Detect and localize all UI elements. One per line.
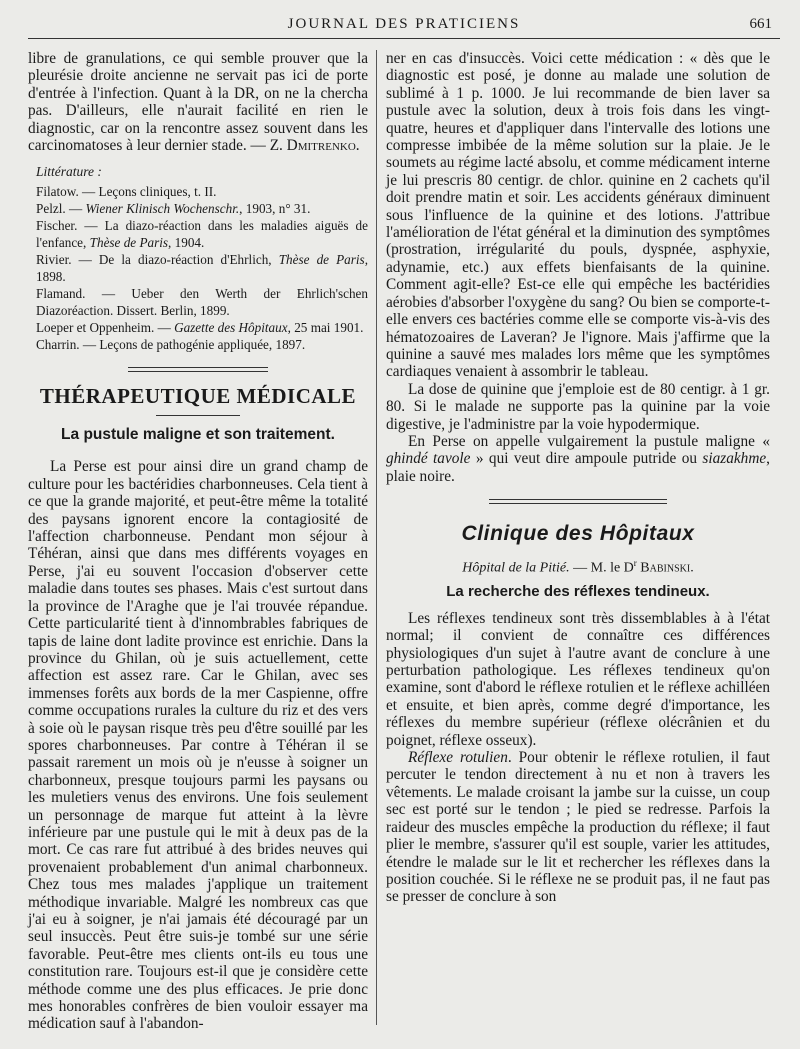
literature-item: Filatow. — Leçons cliniques, t. II. — [36, 184, 217, 200]
paragraph-dose: La dose de quinine que j'emploie est de 80 centigr. à 1 gr. 80. Si le malade ne supporte pas la quinine par la voie digestive, je l'administre par la voie hypodermique. — [386, 380, 770, 433]
intro-paragraph — [28, 50, 368, 154]
literature-item: Fischer. — La diazo-réaction dans les maladies aiguës de l'enfance, Thèse de Paris, 1904. — [36, 218, 368, 251]
literature-heading: Littérature : — [36, 164, 102, 180]
paragraph-perse: En Perse on appelle vulgairement la pustule maligne « ghindé tavole » qui veut dire ampoule putride ou siazakhme, plaie noire. — [386, 432, 770, 485]
literature-item: Charrin. — Leçons de pathogénie appliquée, 1897. — [36, 337, 306, 353]
page-header — [28, 16, 780, 39]
journal-title: JOURNAL DES PRATICIENS — [287, 16, 521, 32]
column-divider — [376, 50, 377, 1025]
section-separator — [489, 499, 667, 504]
literature-item: Loeper et Oppenheim. — Gazette des Hôpitaux, 25 mai 1901. — [36, 320, 364, 336]
article-body: La Perse est pour ainsi dire un grand champ de culture pour les bactéridies charbonneuses. Cela tient à ce que la grande majorité, et peut-être même la totalité des paysans ignorent encore la contagiosité de l'affection charbonneuse. Pendant mon séjour à Téhéran, ainsi que dans mes différents voyages en Perse, j'ai eu souvent l'occasion d'observer cette maladie dans toutes ses phases. Mais c'est surtout dans la province de l'Araghe que je l'ai trouvée répandue. Cette particularité tient à d'innombrables fabriques de tapis de laine dont ladite province est enrichie. Dans la province du Ghilan, où je suis actuellement, cette affection est assez rare. Car le Ghilan, avec ses immenses forêts aux bords de la mer Caspienne, offre comme occupations rurales la culture du riz et des vers à soie où le paysan risque très peu d'être souillé par les spores charbonneuses. Par contre à Téhéran il se passait rarement un mois où je n'eusse à soigner un charbonneux, presque toujours parmi les paysans ou les muletiers venus des environs. Une fois seulement un personnage de marque fut atteint à la lèvre inférieure par une pustule qui le mit à deux pas de la mort. Ce cas rare fut attribué à des brides neuves qui provenaient probablement d'un animal charbonneux. Chez tous mes malades j'applique un traitement méthodique invariable. Malgré les nombreux cas que j'ai eu à soigner, je n'ai jamais été découragé par un seul insuccès. Peut être suis-je tombé sur une série favorable. Peut-être mes clients ont-ils eu tous une constitution rare. Toujours est-il que je considère cette méthode comme une des plus efficaces. Je prie donc mes honorables confrères de bien vouloir essayer ma médication sauf à l'abandon- — [28, 458, 368, 1033]
literature-item: Flamand. — Ueber den Werth der Ehrlich'schen Diazoréaction. Dissert. Berlin, 1899. — [36, 286, 368, 319]
title-rule — [156, 415, 240, 416]
section-separator — [128, 367, 268, 372]
left-column — [28, 50, 368, 1033]
article-title: La pustule maligne et son traitement. — [61, 426, 335, 444]
literature-item: Pelzl. — Wiener Klinisch Wochenschr., 1903, n° 31. — [36, 201, 311, 217]
paragraph-reflexes: Les réflexes tendineux sont très dissemblables à à l'état normal; il convient de connaître ces différences physiologiques d'un sujet à l'autre avant de conclure à une perturbation pathologique. Les réflexes tendineux qu'on examine, sont d'abord le réflexe rotulien et le réflexe achilléen et ensuite, et bien après, comme degré d'importance, les réflexes du membre supérieur (réflexe olécrânien et du poignet, réflexe osseux). — [386, 609, 770, 749]
page-number: 661 — [749, 16, 772, 32]
article-title-reflexes: La recherche des réflexes tendineux. — [446, 582, 710, 600]
paragraph-medication: ner en cas d'insuccès. Voici cette médication : « dès que le diagnostic est posé, je donne au malade une solution de sublimé à 1 p. 1000. Je lui recommande de bien laver sa pustule avec la solution, deux à trois fois dans les vingt-quatre, heures et d'appliquer dans l'intervalle des lotions une compresse imbibée de la même solution sur la plaie. Je le soumets au régime lacté absolu, et comme médicament interne je lui prescris 80 centigr. de chlor. quinine en 2 cachets qu'il doit prendre matin et soir. Les accidents généraux diminuent sous l'influence de la quinine et des lotions. J'attribue l'amélioration de l'état général et la diminution des symptômes (prostration, irrégularité du pouls, dyspnée, asphyxie, adynamie, etc.) aux effets bienfaisants de la quinine. Comment agit-elle? Est-ce elle qui empêche les bactéridies aérobies d'absorber l'oxygène du sang? Ou bien se comporte-t-elle envers ces bactéries comme elle se comporte vis-à-vis des hématozoaires de Laveran? Je l'ignore. Mais j'affirme que la quinine a sauvé mes malades lors même que les symptômes cardiaques venaient à assombrir le tableau. — [386, 50, 770, 381]
paragraph-rotulien: Réflexe rotulien. Pour obtenir le réflexe rotulien, il faut percuter le tendon directement à nu et non à travers les vêtements. Le malade croisant la jambe sur la cuisse, un coup sec est porté sur le tendon ; le pied se redresse. Parfois la raideur des muscles empêche la production du réflexe; il faut plier le membre, s'assurer qu'il est souple, varier les attitudes, étendre le malade sur le lit et rechercher les réflexes dans la position couchée. Si le réflexe ne se produit pas, il ne faut pas se presser de conclure à son — [386, 749, 770, 906]
intro-author: Z. Dmitrenko. — [269, 137, 360, 155]
clinique-title: Clinique des Hôpitaux — [461, 522, 695, 546]
literature-list — [28, 183, 368, 353]
section-title: THÉRAPEUTIQUE MÉDICALE — [39, 384, 357, 409]
intro-text: libre de granulations, ce qui semble prouver que la pleurésie droite ancienne ne servait pas ici de porte d'entrée à l'infection. Quant à la DR, on ne la chercha pas. D'ailleurs, elle n'aurait facilité en rien le diagnostic, car on la rencontre assez souvent dans les carcinomatoses à leur dernier stade. — — [28, 50, 368, 155]
right-column — [386, 50, 770, 906]
literature-item: Rivier. — De la diazo-réaction d'Ehrlich, Thèse de Paris, 1898. — [36, 252, 368, 285]
hospital-line: Hôpital de la Pitié. — M. le $D^r$ Babinski. — [462, 558, 694, 576]
